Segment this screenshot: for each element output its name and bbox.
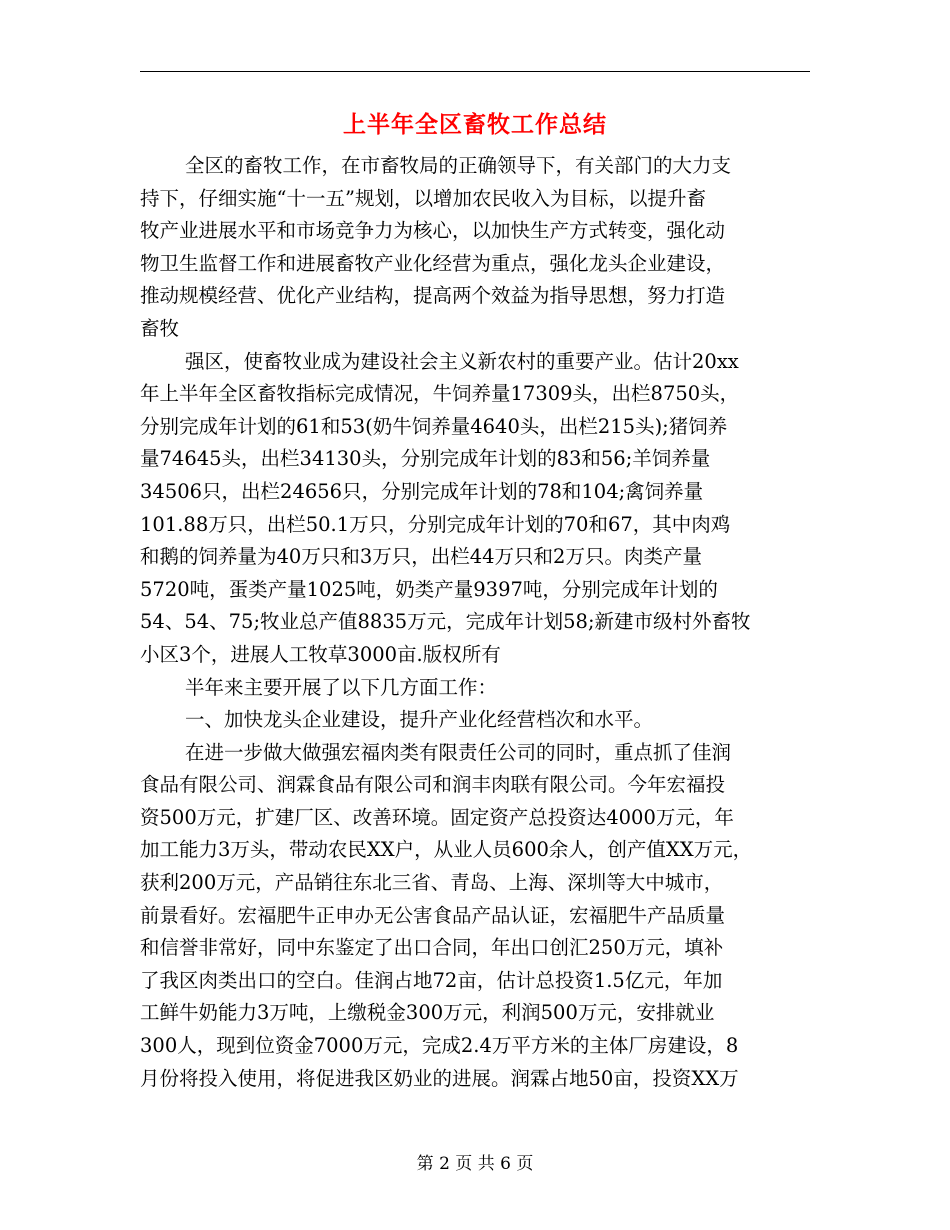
text-line: 物卫生监督工作和进展畜牧产业化经营为重点，强化龙头企业建设， bbox=[140, 251, 726, 275]
header-rule bbox=[140, 71, 810, 72]
page-number: 第 2 页 共 6 页 bbox=[416, 1154, 534, 1174]
text-line: 资500万元，扩建厂区、改善环境。固定资产总投资达4000万元，年 bbox=[140, 805, 734, 829]
text-line: 牧产业进展水平和市场竞争力为核心，以加快生产方式转变，强化动 bbox=[140, 219, 726, 243]
text-line: 年上半年全区畜牧指标完成情况，牛饲养量17309头，出栏8750头， bbox=[140, 382, 740, 406]
document-title: 上半年全区畜牧工作总结 bbox=[343, 112, 607, 138]
text-line: 前景看好。宏福肥牛正申办无公害食品产品认证，宏福肥牛产品质量 bbox=[140, 903, 726, 927]
text-line: 54、54、75;牧业总产值8835万元，完成年计划58;新建市级村外畜牧 bbox=[140, 610, 751, 634]
document-body bbox=[140, 150, 810, 1095]
text-line: 食品有限公司、润霖食品有限公司和润丰肉联有限公司。今年宏福投 bbox=[140, 773, 726, 797]
text-line: 300人，现到位资金7000万元，完成2.4万平方米的主体厂房建设，8 bbox=[140, 1034, 739, 1058]
text-line: 和信誉非常好，同中东鉴定了出口合同，年出口创汇250万元，填补 bbox=[140, 936, 724, 960]
text-line: 5720吨，蛋类产量1025吨，奶类产量9397吨，分别完成年计划的 bbox=[140, 577, 718, 601]
text-line: 分别完成年计划的61和53(奶牛饲养量4640头，出栏215头);猪饲养 bbox=[140, 414, 728, 438]
text-line: 了我区肉类出口的空白。佳润占地72亩，估计总投资1.5亿元，年加 bbox=[140, 968, 723, 992]
text-line: 月份将投入使用，将促进我区奶业的进展。润霖占地50亩，投资XX万 bbox=[140, 1066, 739, 1090]
text-line: 量74645头，出栏34130头，分别完成年计划的83和56;羊饲养量 bbox=[140, 447, 711, 471]
text-line: 加工能力3万头，带动农民XX户，从业人员600余人，创产值XX万元， bbox=[140, 838, 753, 862]
text-line: 畜牧 bbox=[140, 316, 180, 340]
text-line: 获利200万元，产品销往东北三省、青岛、上海、深圳等大中城市， bbox=[140, 871, 724, 895]
text-line: 工鲜牛奶能力3万吨，上缴税金300万元，利润500万元，安排就业 bbox=[140, 1001, 715, 1025]
text-line: 半年来主要开展了以下几方面工作： bbox=[185, 675, 498, 699]
text-line: 持下，仔细实施“十一五”规划，以增加农民收入为目标，以提升畜 bbox=[140, 186, 706, 210]
section-heading: 一、加快龙头企业建设，提升产业化经营档次和水平。 bbox=[185, 708, 654, 732]
text-line: 34506只，出栏24656只，分别完成年计划的78和104;禽饲养量 bbox=[140, 479, 704, 503]
text-line: 101.88万只，出栏50.1万只，分别完成年计划的70和67，其中肉鸡 bbox=[140, 512, 731, 536]
text-line: 全区的畜牧工作，在市畜牧局的正确领导下，有关部门的大力支 bbox=[185, 154, 732, 177]
text-line: 强区，使畜牧业成为建设社会主义新农村的重要产业。估计20xx bbox=[185, 349, 739, 373]
text-line: 小区3个，进展人工牧草3000亩.版权所有 bbox=[140, 642, 501, 666]
text-line: 和鹅的饲养量为40万只和3万只，出栏44万只和2万只。肉类产量 bbox=[140, 545, 702, 569]
text-line: 在进一步做大做强宏福肉类有限责任公司的同时，重点抓了佳润 bbox=[185, 740, 732, 764]
text-line: 推动规模经营、优化产业结构，提高两个效益为指导思想，努力打造 bbox=[140, 284, 726, 308]
